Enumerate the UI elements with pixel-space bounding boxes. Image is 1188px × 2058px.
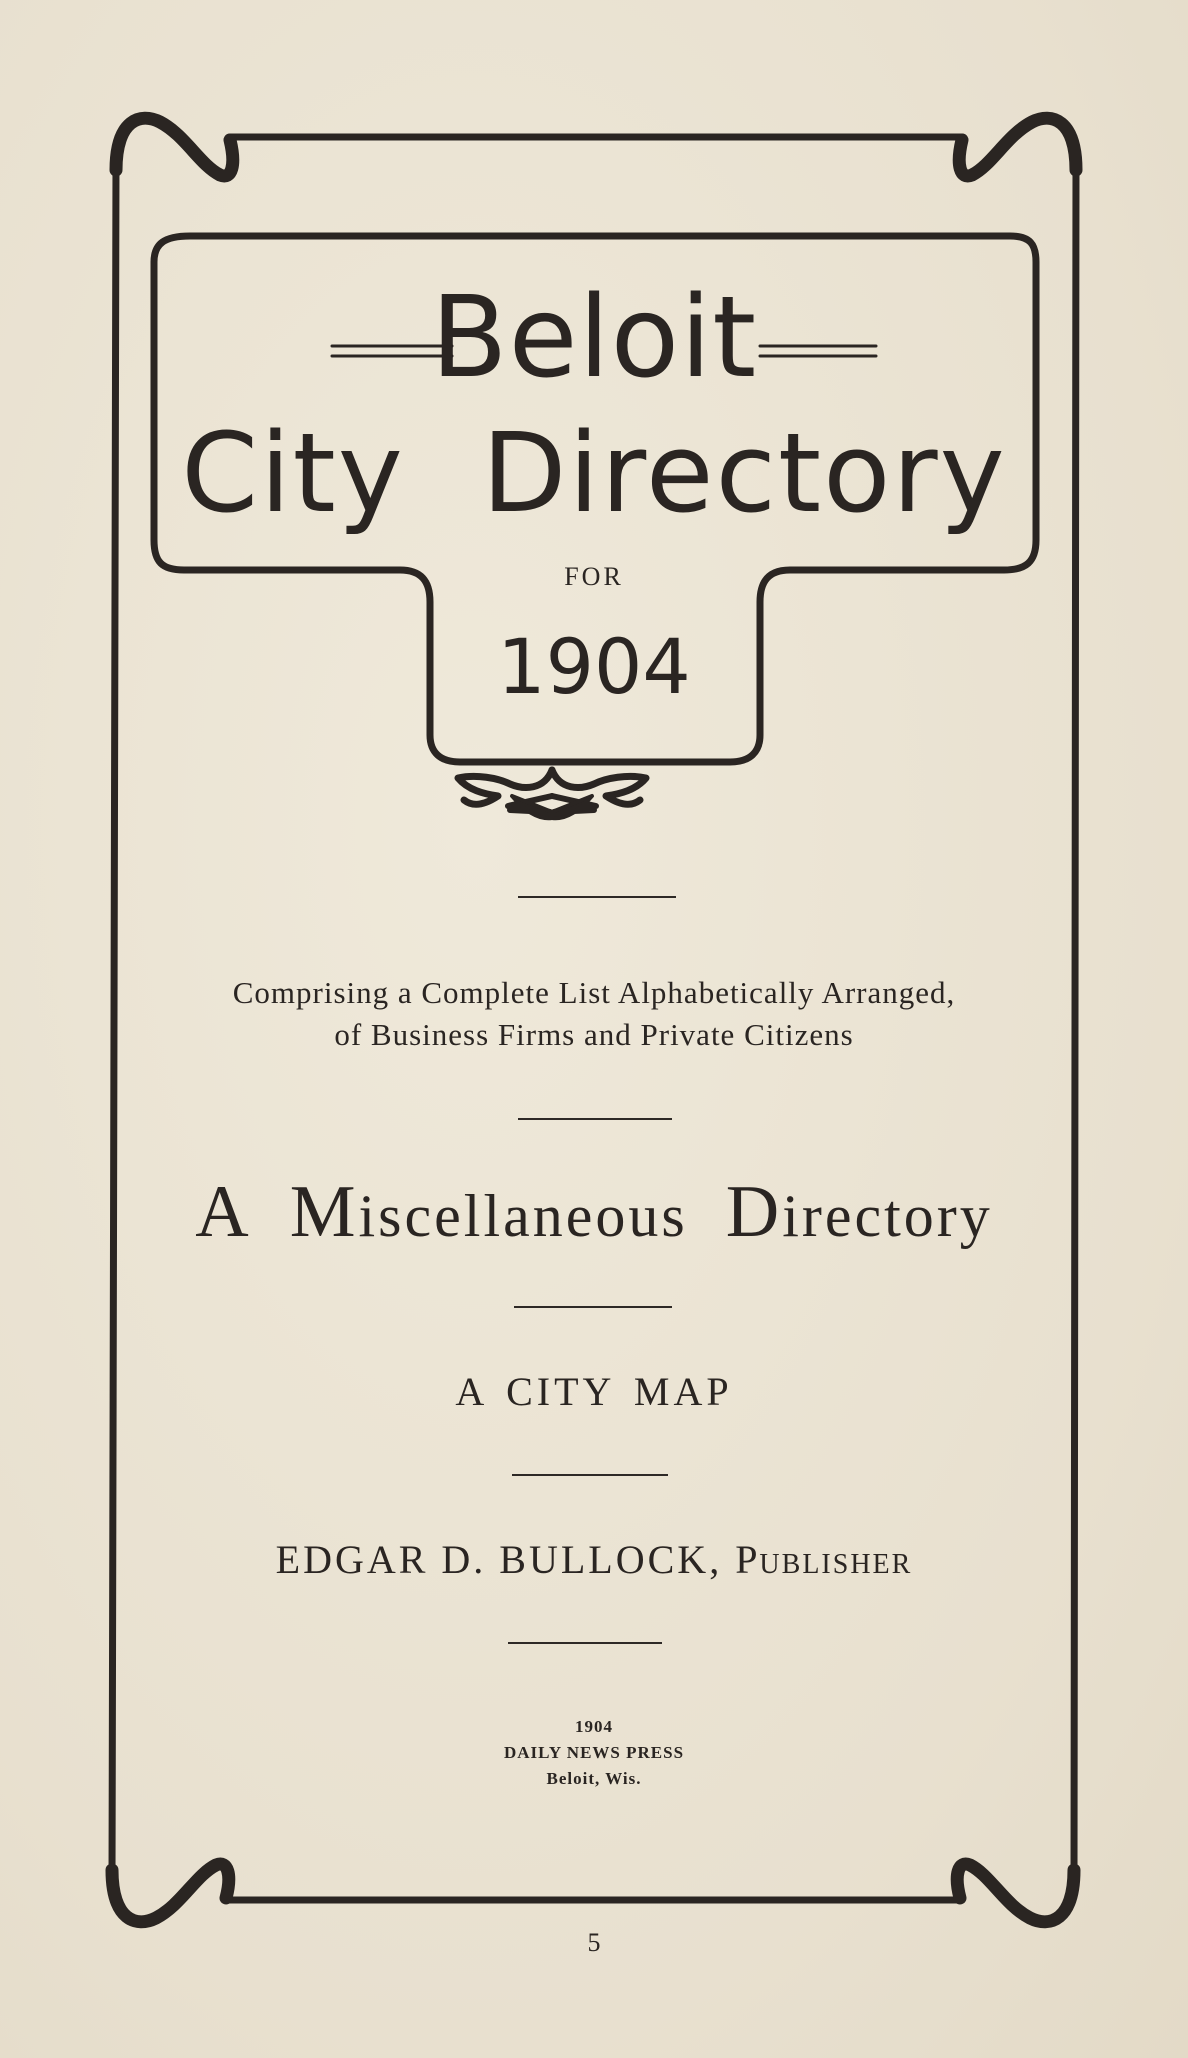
misc-word-m-rest: iscellaneous [358,1183,688,1249]
divider-rule [508,1642,662,1644]
title-line-beloit: Beloit [430,273,758,403]
title-for-label: FOR [564,562,624,591]
description [0,972,1188,1056]
publisher-name: EDGAR D. BULLOCK, [275,1537,723,1582]
imprint-year: 1904 [575,1717,613,1736]
title-year: 1904 [497,622,691,711]
page-number: 5 [587,1928,601,1957]
publisher-line [0,1536,1188,1583]
misc-word-d-rest: irectory [782,1183,993,1249]
misc-word-m-cap: M [289,1171,359,1253]
divider-rule [512,1474,668,1476]
publisher-role: Publisher [735,1537,913,1582]
imprint [0,1714,1188,1792]
divider-rule [518,1118,672,1120]
description-line-2: of Business Firms and Private Citizens [334,1017,854,1052]
title-line-city-directory: City Directory [181,409,1007,537]
imprint-press: DAILY NEWS PRESS [503,1743,685,1762]
misc-word-d-cap: D [725,1171,783,1253]
misc-word-a: A [195,1171,252,1253]
divider-rule [518,896,676,898]
city-map-line: A CITY MAP [455,1369,733,1414]
imprint-place: Beloit, Wis. [546,1769,642,1788]
misc-directory-heading [0,1170,1188,1255]
description-line-1: Comprising a Complete List Alphabetically Arranged, [232,975,956,1010]
divider-rule [514,1306,672,1308]
